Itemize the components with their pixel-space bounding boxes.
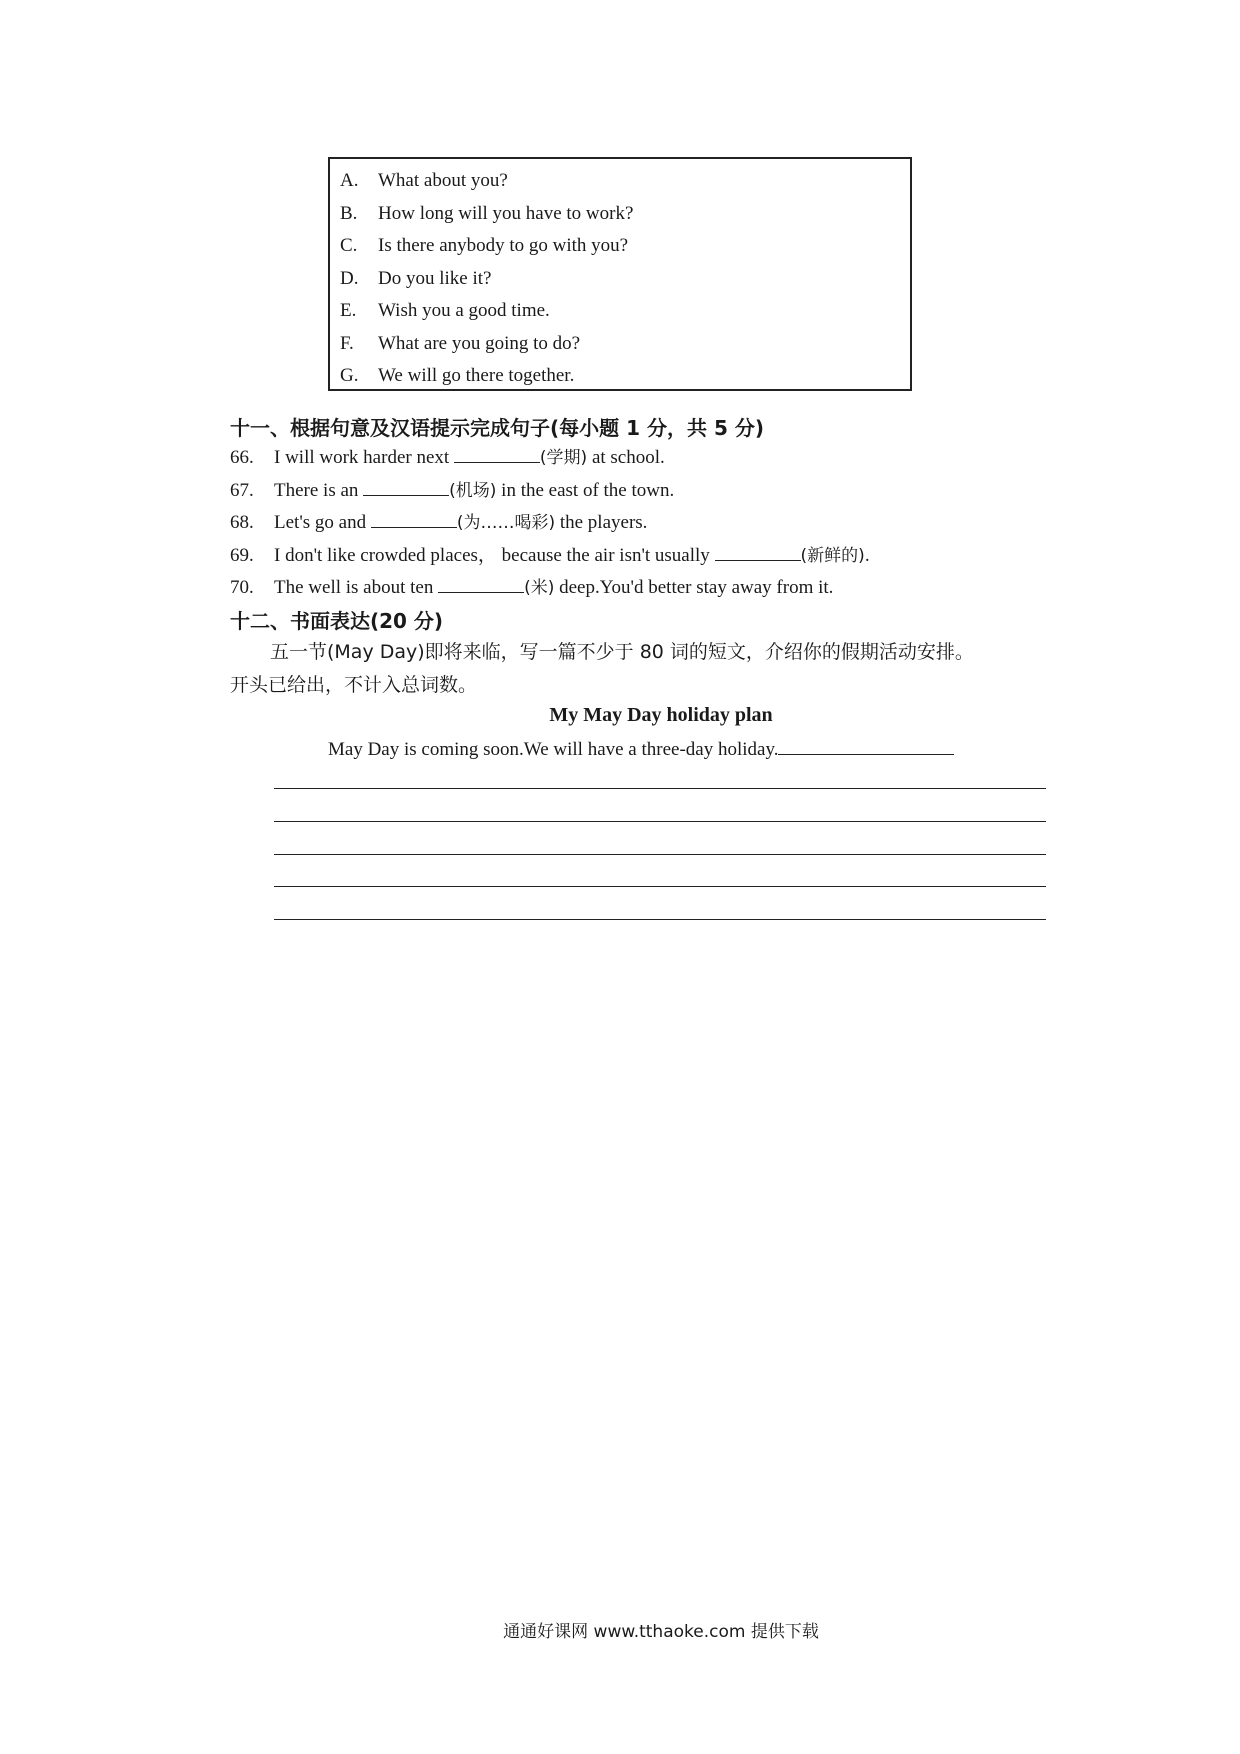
question-item [230,475,870,508]
question-number: 66. [230,447,254,468]
option-item [340,360,910,393]
answer-blank[interactable] [371,509,457,528]
option-text: Wish you a good time. [378,300,550,321]
option-text: How long will you have to work? [378,202,634,224]
writing-instruction [230,636,1050,702]
chinese-hint: (新鲜的) [800,545,865,566]
option-letter: A. [340,170,359,191]
option-letter: B. [340,202,358,224]
instruction-line-1: 五一节(May Day)即将来临，写一篇不少于 80 词的短文，介绍你的假期活动安排。 [270,641,974,663]
option-text: What are you going to do? [378,332,581,354]
writing-line[interactable] [274,854,1046,855]
section-12-heading: 十二、书面表达(20 分) [230,609,444,633]
question-item [230,442,870,475]
question-item [230,507,870,540]
question-text-after: . [864,544,870,566]
writing-line[interactable] [274,821,1046,822]
question-text-after: deep.You'd better stay away from it. [554,577,834,598]
question-text-before: Let's go and [274,512,371,533]
chinese-hint: (为……喝彩) [456,513,556,533]
option-text: Do you like it? [378,267,492,289]
writing-line[interactable] [274,788,1046,789]
essay-title: My May Day holiday plan [549,704,773,726]
option-text: We will go there together. [378,365,575,386]
question-text-after: the players. [555,512,648,533]
instruction-line-2: 开头已给出，不计入总词数。 [230,674,478,696]
question-list [230,442,870,605]
question-number: 69. [230,544,254,566]
option-letter: F. [340,332,354,354]
chinese-hint: (学期) [539,448,588,468]
option-text: What about you? [378,170,508,191]
option-letter: G. [340,365,359,386]
essay-start-blank[interactable] [778,736,954,755]
answer-blank[interactable] [454,444,540,463]
section-11-heading: 十一、根据句意及汉语提示完成句子(每小题 1 分，共 5 分) [230,416,764,440]
option-letter: C. [340,235,358,256]
answer-blank[interactable] [363,477,449,496]
essay-opening [328,736,954,761]
option-item [340,165,910,198]
option-item [340,263,910,296]
option-item [340,328,910,361]
option-item [340,295,910,328]
question-text-before: I will work harder next [274,447,454,468]
question-text-before: There is an [274,479,364,501]
question-item [230,572,870,605]
writing-line[interactable] [274,886,1046,887]
question-text-before: I don't like crowded places， because the air isn't usually [274,544,715,566]
chinese-hint: (米) [524,578,555,598]
essay-opening-text: May Day is coming soon.We will have a three-day holiday. [328,739,779,760]
option-item [340,230,910,263]
question-text-before: The well is about ten [274,577,439,598]
option-letter: D. [340,267,359,289]
option-item [340,198,910,231]
question-number: 68. [230,512,254,533]
question-text-after: in the east of the town. [496,479,675,501]
option-text: Is there anybody to go with you? [378,235,629,256]
options-box [328,157,912,391]
answer-blank[interactable] [715,542,801,561]
question-number: 70. [230,577,254,598]
chinese-hint: (机场) [449,480,497,501]
question-text-after: at school. [587,447,665,468]
answer-blank[interactable] [438,574,524,593]
option-letter: E. [340,300,357,321]
writing-line[interactable] [274,919,1046,920]
page-footer: 通通好课网 www.tthaoke.com 提供下载 [503,1622,819,1642]
question-item [230,540,870,573]
question-number: 67. [230,479,254,501]
